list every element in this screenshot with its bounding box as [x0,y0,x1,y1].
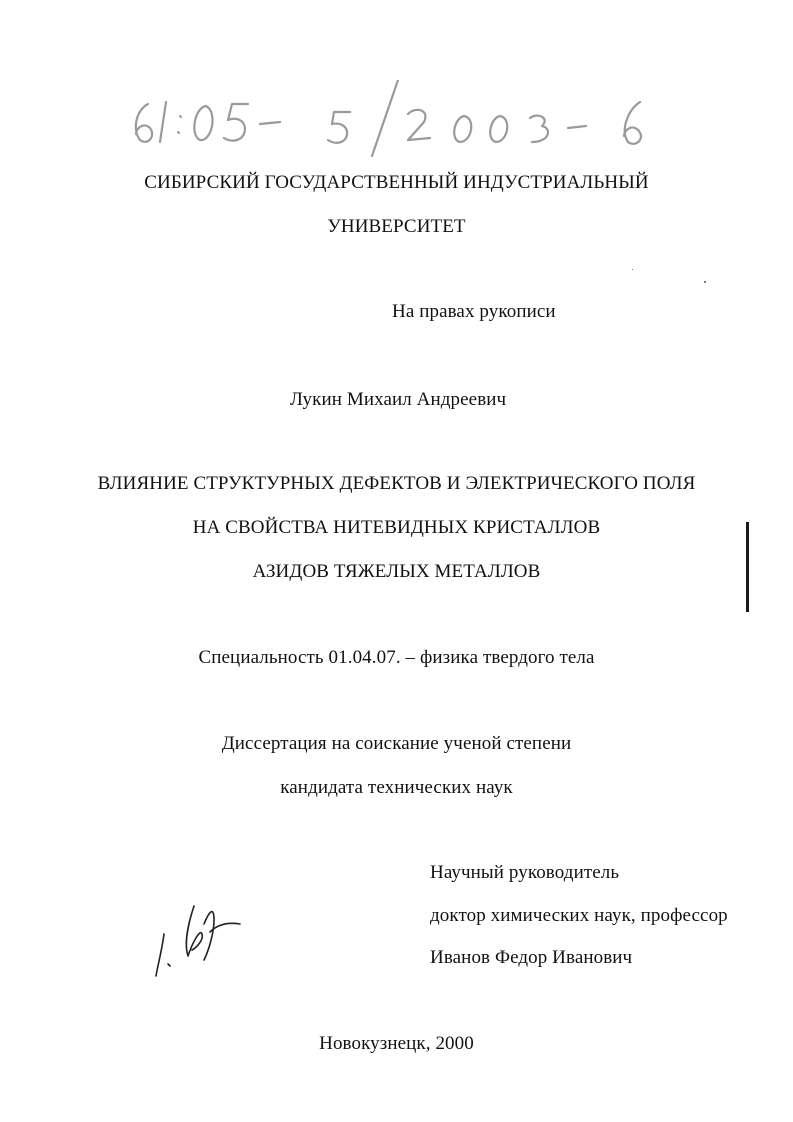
supervisor-degree: доктор химических наук, профессор [430,905,728,926]
degree-line1: Диссертация на соискание ученой степени [221,733,572,754]
scan-speck [632,269,633,270]
supervisor-role: Научный руководитель [430,862,620,883]
scan-speck [704,281,706,283]
rights-note: На правах рукописи [392,301,556,322]
dissertation-title-line3: АЗИДОВ ТЯЖЕЛЫХ МЕТАЛЛОВ [252,561,541,582]
dissertation-title-line2: НА СВОЙСТВА НИТЕВИДНЫХ КРИСТАЛЛОВ [192,517,601,538]
dissertation-title-line1: ВЛИЯНИЕ СТРУКТУРНЫХ ДЕФЕКТОВ И ЭЛЕКТРИЧЕСКОГО ПОЛЯ [97,473,696,494]
signature [148,894,258,984]
author-name: Лукин Михаил Андреевич [290,389,507,410]
university-name-line2: УНИВЕРСИТЕТ [327,216,466,237]
specialty: Специальность 01.04.07. – физика твердого тела [198,647,595,668]
margin-mark [746,522,749,612]
handwritten-archive-code [120,80,680,160]
university-name-line1: СИБИРСКИЙ ГОСУДАРСТВЕННЫЙ ИНДУСТРИАЛЬНЫЙ [144,172,649,193]
place-and-year: Новокузнецк, 2000 [319,1033,474,1054]
degree-line2: кандидата технических наук [280,777,513,798]
supervisor-name: Иванов Федор Иванович [430,947,633,968]
